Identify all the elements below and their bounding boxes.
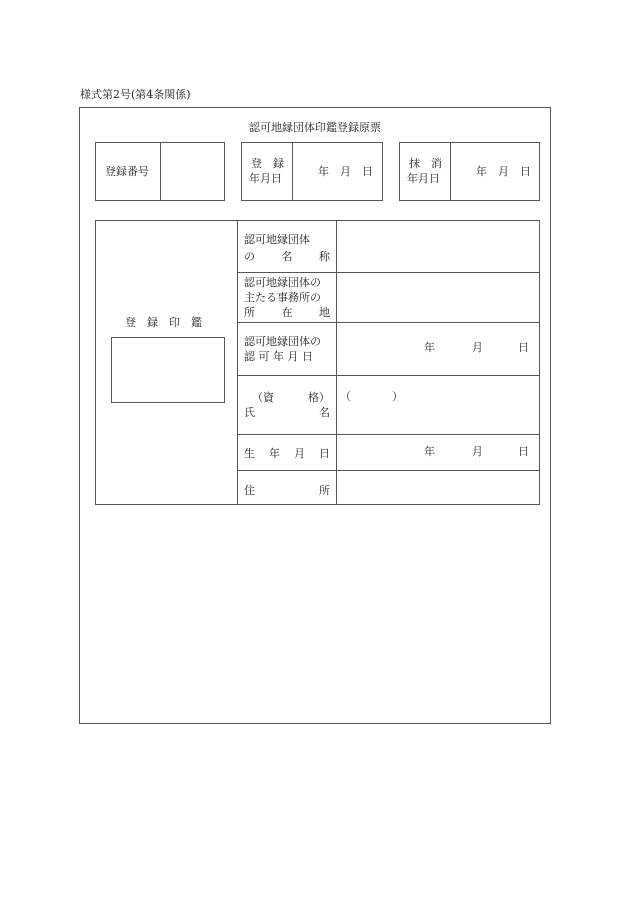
birth-year: 年 xyxy=(424,445,435,458)
office-label-char2: 在 xyxy=(281,306,293,319)
office-label xyxy=(244,275,330,320)
representative-label xyxy=(244,390,330,420)
qualification-open: （資 xyxy=(252,391,274,404)
registration-date-label-line2: 年月日 xyxy=(249,172,282,185)
birthdate-char3: 月 xyxy=(294,447,305,460)
birth-day: 日 xyxy=(518,445,529,458)
seal-impression-box[interactable] xyxy=(111,337,225,403)
birthdate-char2: 年 xyxy=(269,447,280,460)
office-address-value[interactable] xyxy=(337,273,540,322)
cancellation-date-label-line2: 年月日 xyxy=(407,172,440,185)
office-label-char3: 地 xyxy=(319,306,330,319)
birthdate-char1: 生 xyxy=(244,447,255,460)
address-char1: 住 xyxy=(244,484,255,497)
birth-month: 月 xyxy=(472,445,483,458)
authorization-day: 日 xyxy=(518,341,529,354)
birthdate-char4: 日 xyxy=(319,447,330,460)
name-char1: 氏 xyxy=(244,406,255,419)
cancellation-date-box xyxy=(399,142,540,201)
birthdate-label xyxy=(244,445,330,461)
qualification-close: 格） xyxy=(308,391,330,404)
registration-number-label: 登録番号 xyxy=(105,165,149,178)
address-char2: 所 xyxy=(319,484,330,497)
authorization-label xyxy=(244,334,330,364)
authorization-year: 年 xyxy=(424,341,435,354)
name-label-char3: 称 xyxy=(319,250,330,263)
form-number-label: 様式第2号(第4条関係) xyxy=(80,88,191,101)
qualification-paren-open: （ xyxy=(340,390,351,403)
registration-number-value[interactable] xyxy=(161,143,225,200)
cancellation-date-value[interactable]: 年 月 日 xyxy=(476,165,531,178)
office-label-char1: 所 xyxy=(244,306,255,319)
address-label xyxy=(244,482,330,498)
name-value[interactable] xyxy=(337,221,540,272)
document-title: 認可地縁団体印鑑登録原票 xyxy=(249,121,381,134)
name-label xyxy=(244,233,330,264)
qualification-paren-close: ） xyxy=(392,390,403,403)
main-table xyxy=(95,220,540,505)
seal-label: 登 録 印 鑑 xyxy=(125,316,202,329)
cancellation-date-label-line1: 抹 消 xyxy=(409,157,442,170)
registration-date-label-line1: 登 録 xyxy=(251,157,284,170)
name-label-char2: 名 xyxy=(281,250,293,263)
representative-value[interactable] xyxy=(337,376,540,434)
address-value[interactable] xyxy=(337,471,540,504)
authorization-label-line1: 認可地縁団体の xyxy=(244,335,321,348)
office-label-line2: 主たる事務所の xyxy=(244,291,321,304)
name-label-line1: 認可地縁団体 xyxy=(244,233,310,246)
name-label-char1: の xyxy=(244,250,255,263)
authorization-month: 月 xyxy=(472,341,483,354)
registration-date-box xyxy=(241,142,383,201)
registration-number-box xyxy=(95,142,225,201)
name-char2: 名 xyxy=(319,406,330,419)
registration-date-value[interactable]: 年 月 日 xyxy=(318,165,373,178)
authorization-label-line2: 認 可 年 月 日 xyxy=(244,350,313,363)
office-label-line1: 認可地縁団体の xyxy=(244,276,321,289)
